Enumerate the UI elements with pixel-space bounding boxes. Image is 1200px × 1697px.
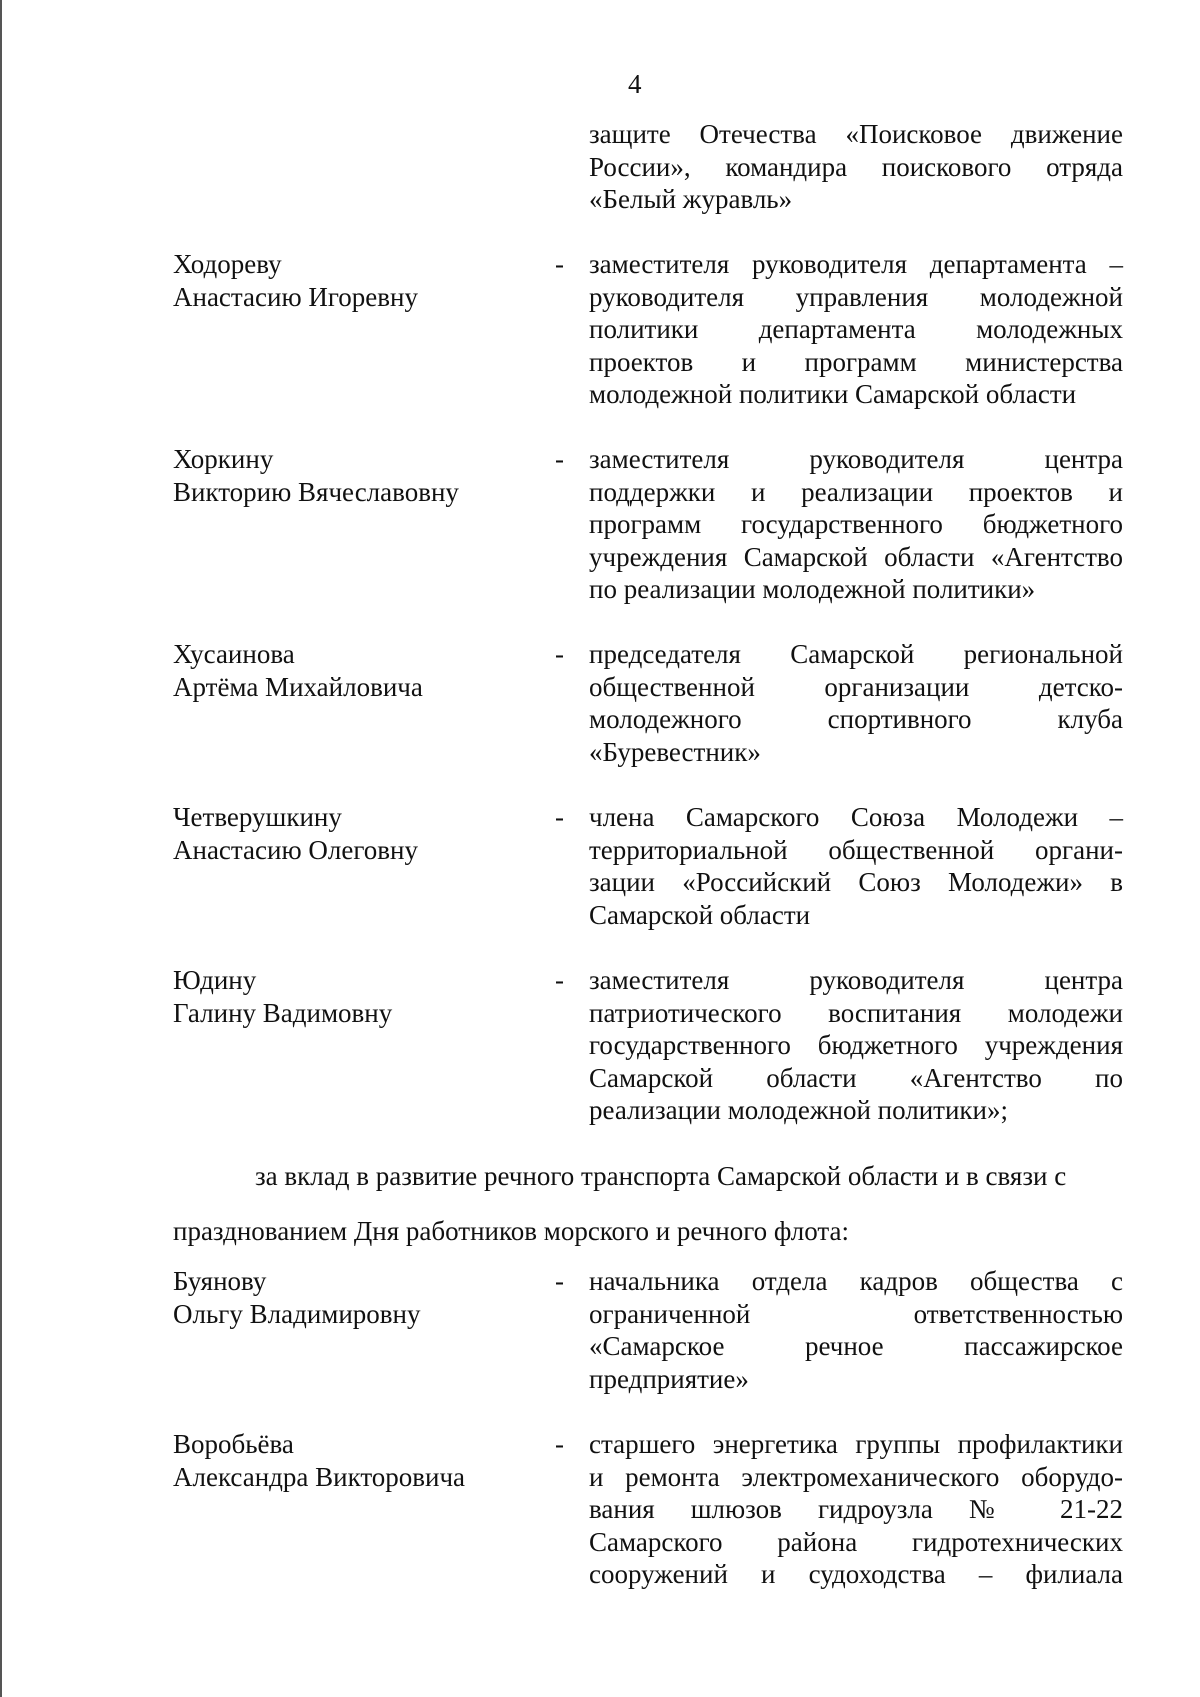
description-line: проектов и программ министерства: [589, 346, 1123, 377]
continuation-description: [589, 118, 1123, 216]
page-number: 4: [628, 69, 642, 99]
position-description: [589, 638, 1123, 768]
given-names: Ольгу Владимировну: [173, 1298, 421, 1329]
surname: Хоркину: [173, 444, 274, 474]
description-line: члена Самарского Союза Молодежи –: [589, 802, 1123, 832]
surname: Буянову: [173, 1266, 267, 1296]
description-line: начальника отдела кадров общества с: [589, 1266, 1123, 1296]
surname: Ходореву: [173, 249, 282, 279]
description-line: ограниченной ответственностью: [589, 1298, 1123, 1329]
description-line: сооружений и судоходства – филиала: [589, 1559, 1123, 1589]
position-description: [589, 801, 1123, 931]
description-line: реализации молодежной политики»;: [589, 1095, 1008, 1125]
surname: Воробьёва: [173, 1429, 294, 1459]
description-line: защите Отечества «Поисковое движение: [589, 119, 1123, 149]
description-line: России», командира поискового отряда: [589, 151, 1123, 182]
surname: Хусаинова: [173, 639, 295, 669]
description-line: поддержки и реализации проектов и: [589, 476, 1123, 507]
description-line: политики департамента молодежных: [589, 314, 1123, 344]
description-line: заместителя руководителя департамента –: [589, 249, 1123, 279]
position-description: [589, 248, 1123, 411]
entry-dash: -: [555, 639, 564, 669]
given-names: Викторию Вячеславовну: [173, 476, 459, 507]
person-name: [173, 638, 523, 703]
description-line: «Белый журавль»: [589, 184, 793, 214]
person-name: [173, 1428, 523, 1493]
position-description: [589, 1265, 1123, 1395]
description-line: молодежного спортивного клуба: [589, 704, 1123, 734]
description-line: заместителя руководителя центра: [589, 444, 1123, 474]
description-line: территориальной общественной органи-: [589, 834, 1123, 865]
description-line: председателя Самарской региональной: [589, 639, 1123, 669]
description-line: Самарской области «Агентство по: [589, 1062, 1123, 1093]
person-name: [173, 801, 523, 866]
description-line: Самарского района гидротехнических: [589, 1526, 1123, 1557]
entry-dash: -: [555, 1429, 564, 1459]
description-line: руководителя управления молодежной: [589, 281, 1123, 312]
description-line: предприятие»: [589, 1363, 749, 1394]
person-name: [173, 248, 523, 313]
given-names: Анастасию Олеговну: [173, 834, 418, 865]
description-line: государственного бюджетного учреждения: [589, 1030, 1123, 1060]
scan-left-edge: [0, 0, 2, 1697]
position-description: [589, 964, 1123, 1127]
description-line: «Буревестник»: [589, 736, 761, 767]
description-line: и ремонта электромеханического оборудо-: [589, 1461, 1123, 1492]
description-line: заместителя руководителя центра: [589, 965, 1123, 995]
position-description: [589, 1428, 1123, 1591]
description-line: общественной организации детско-: [589, 671, 1123, 702]
award-reason-line-2: празднованием Дня работников морского и речного флота:: [173, 1216, 849, 1246]
given-names: Галину Вадимовну: [173, 997, 393, 1028]
entry-dash: -: [555, 444, 564, 474]
description-line: молодежной политики Самарской области: [589, 379, 1077, 409]
description-line: по реализации молодежной политики»: [589, 574, 1036, 604]
given-names: Александра Викторовича: [173, 1461, 466, 1492]
entry-dash: -: [555, 249, 564, 279]
entry-dash: -: [555, 1266, 564, 1296]
description-line: старшего энергетика группы профилактики: [589, 1429, 1123, 1459]
given-names: Анастасию Игоревну: [173, 281, 418, 312]
description-line: вания шлюзов гидроузла № 21-22: [589, 1494, 1123, 1524]
description-line: «Самарское речное пассажирское: [589, 1331, 1123, 1361]
surname: Четверушкину: [173, 802, 342, 832]
description-line: Самарской области: [589, 899, 811, 930]
award-reason-line-1: за вклад в развитие речного транспорта Самарской области и в связи с: [255, 1161, 1067, 1191]
entry-dash: -: [555, 802, 564, 832]
description-line: зации «Российский Союз Молодежи» в: [589, 867, 1123, 897]
description-line: программ государственного бюджетного: [589, 509, 1123, 539]
description-line: патриотического воспитания молодежи: [589, 997, 1123, 1028]
given-names: Артёма Михайловича: [173, 671, 423, 702]
surname: Юдину: [173, 965, 257, 995]
description-line: учреждения Самарской области «Агентство: [589, 541, 1123, 572]
person-name: [173, 964, 523, 1029]
position-description: [589, 443, 1123, 606]
person-name: [173, 443, 523, 508]
person-name: [173, 1265, 523, 1330]
entry-dash: -: [555, 965, 564, 995]
